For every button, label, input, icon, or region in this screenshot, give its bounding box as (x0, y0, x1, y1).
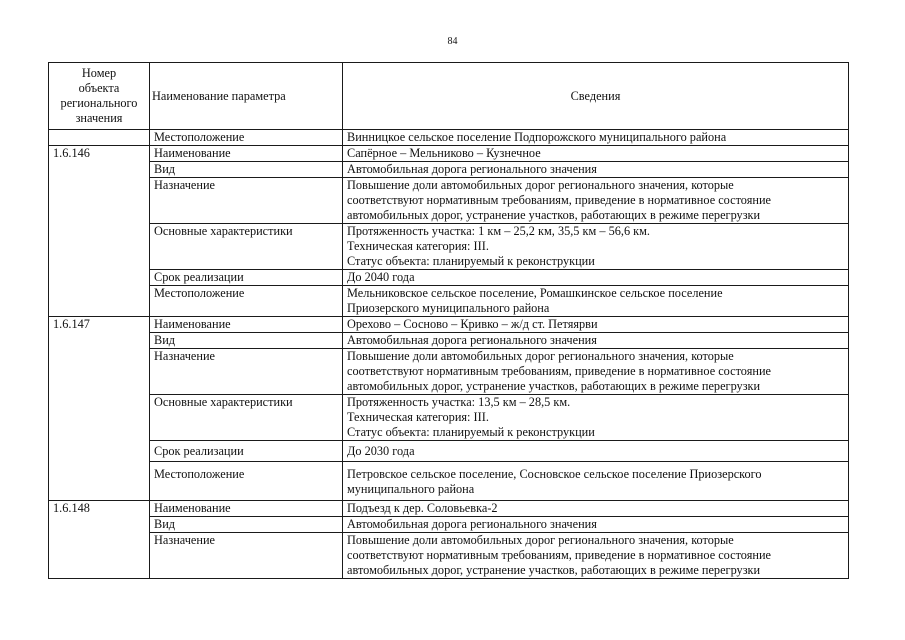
parameter-info-cell: Винницкое сельское поселение Подпорожского муниципального района (343, 130, 849, 146)
object-number-cell (49, 130, 150, 146)
parameter-name-cell: Наименование (150, 317, 343, 333)
info-line: Мельниковское сельское поселение, Ромашкинское сельское поселение (347, 286, 723, 300)
info-line: муниципального района (347, 482, 475, 496)
parameter-name-cell: Срок реализации (150, 270, 343, 286)
parameter-name-cell: Назначение (150, 178, 343, 224)
table-row (49, 317, 849, 333)
info-line: До 2040 года (347, 270, 415, 284)
parameter-info-cell (343, 162, 849, 178)
info-line: Повышение доли автомобильных дорог регионального значения, которые (347, 349, 734, 363)
table-row (49, 349, 849, 395)
parameter-name-cell: Местоположение (150, 286, 343, 317)
parameter-info-cell (343, 270, 849, 286)
table-row (49, 224, 849, 270)
parameter-info-cell (343, 178, 849, 224)
parameter-info-cell (343, 462, 849, 501)
parameter-name-cell: Наименование (150, 146, 343, 162)
info-line: Техническая категория: III. (347, 239, 489, 253)
info-line: Протяженность участка: 1 км – 25,2 км, 35,5 км – 56,6 км. (347, 224, 651, 238)
info-line: Повышение доли автомобильных дорог регионального значения, которые (347, 533, 734, 547)
table-row (49, 441, 849, 462)
parameter-info-cell (343, 533, 849, 579)
parameter-name-cell: Вид (150, 162, 343, 178)
parameter-name-cell: Наименование (150, 501, 343, 517)
parameter-name-cell: Срок реализации (150, 441, 343, 462)
table-body (49, 130, 849, 579)
info-line: Статус объекта: планируемый к реконструкции (347, 254, 595, 268)
parameter-info-cell (343, 395, 849, 441)
info-line: автомобильных дорог, устранение участков, работающих в режиме перегрузки (347, 208, 761, 222)
parameter-name-cell: Назначение (150, 349, 343, 395)
info-line: Сапёрное – Мельниково – Кузнечное (347, 146, 541, 160)
header-parameter-name: Наименование параметра (150, 63, 343, 130)
object-number-cell: 1.6.146 (49, 146, 150, 317)
header-object-number: Номер объекта регионального значения (49, 63, 150, 130)
header-info: Сведения (343, 63, 849, 130)
regional-objects-table (48, 62, 849, 579)
info-line: Орехово – Сосново – Кривко – ж/д ст. Петяярви (347, 317, 598, 331)
info-line: Автомобильная дорога регионального значения (347, 162, 597, 176)
info-line: Повышение доли автомобильных дорог регионального значения, которые (347, 178, 734, 192)
parameter-info-cell (343, 501, 849, 517)
parameter-info-cell (343, 146, 849, 162)
info-line: Статус объекта: планируемый к реконструкции (347, 425, 595, 439)
parameter-name-cell: Местоположение (150, 130, 343, 146)
object-number-cell: 1.6.147 (49, 317, 150, 501)
info-line: Петровское сельское поселение, Сосновское сельское поселение Приозерского (347, 467, 762, 481)
parameter-name-cell: Местоположение (150, 462, 343, 501)
info-line: Автомобильная дорога регионального значения (347, 333, 597, 347)
info-line: Техническая категория: III. (347, 410, 489, 424)
parameter-info-cell (343, 441, 849, 462)
table-row (49, 517, 849, 533)
info-line: Автомобильная дорога регионального значения (347, 517, 597, 531)
info-line: Приозерского муниципального района (347, 301, 550, 315)
table-row (49, 270, 849, 286)
parameter-name-cell: Основные характеристики (150, 224, 343, 270)
parameter-name-cell: Вид (150, 517, 343, 533)
info-line: соответствуют нормативным требованиям, приведение в нормативное состояние (347, 193, 771, 207)
table-header-row (49, 63, 849, 130)
info-line: соответствуют нормативным требованиям, приведение в нормативное состояние (347, 548, 771, 562)
parameter-info-cell (343, 317, 849, 333)
table-row (49, 462, 849, 501)
table-row (49, 333, 849, 349)
page-number: 84 (447, 36, 458, 47)
table-row (49, 146, 849, 162)
info-line: автомобильных дорог, устранение участков, работающих в режиме перегрузки (347, 563, 761, 577)
table-row (49, 178, 849, 224)
parameter-info-cell (343, 333, 849, 349)
info-line: автомобильных дорог, устранение участков, работающих в режиме перегрузки (347, 379, 761, 393)
parameter-info-cell (343, 517, 849, 533)
info-line: соответствуют нормативным требованиям, приведение в нормативное состояние (347, 364, 771, 378)
parameter-name-cell: Вид (150, 333, 343, 349)
parameter-info-cell (343, 224, 849, 270)
info-line: Подъезд к дер. Соловьевка-2 (347, 501, 498, 515)
table-row (49, 162, 849, 178)
parameter-name-cell: Основные характеристики (150, 395, 343, 441)
info-line: До 2030 года (347, 443, 415, 458)
parameter-info-cell (343, 349, 849, 395)
object-number-cell: 1.6.148 (49, 501, 150, 579)
table-row (49, 533, 849, 579)
info-line: Протяженность участка: 13,5 км – 28,5 км. (347, 395, 571, 409)
table-row (49, 395, 849, 441)
table-row (49, 501, 849, 517)
table-row (49, 286, 849, 317)
table-row (49, 130, 849, 146)
parameter-info-cell (343, 286, 849, 317)
parameter-name-cell: Назначение (150, 533, 343, 579)
